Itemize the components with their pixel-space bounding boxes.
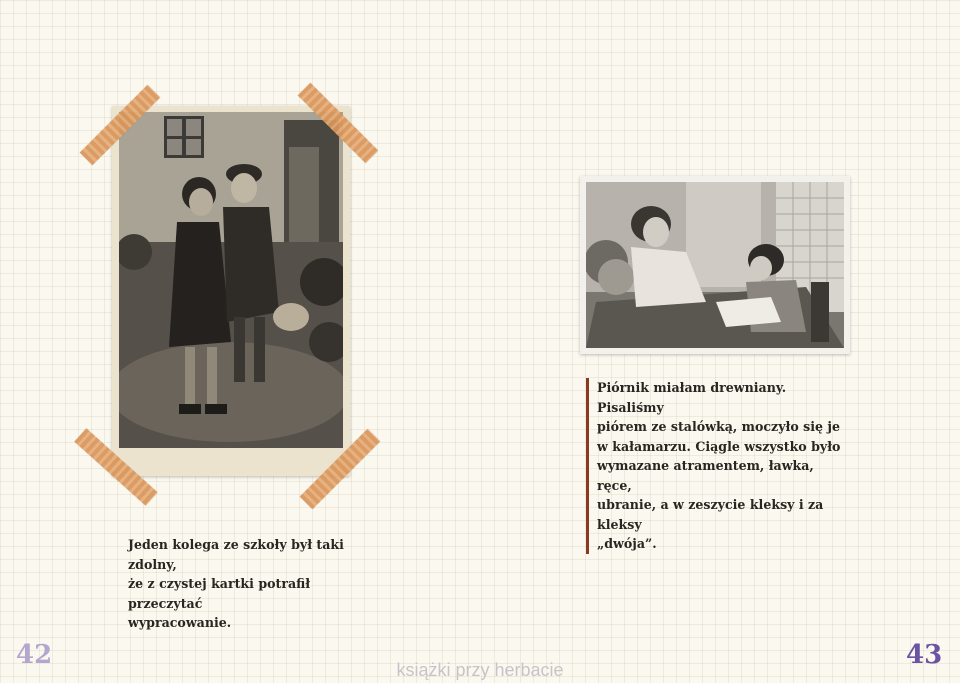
left-caption: [128, 535, 388, 633]
right-caption-line: w kałamarzu. Ciągle wszystko było: [597, 438, 841, 454]
right-caption-line: „dwója”.: [597, 536, 657, 551]
photo-woman-and-girl-writing: [586, 182, 844, 352]
right-photo-frame: [580, 176, 850, 354]
right-caption-line: wymazane atramentem, ławka, ręce,: [597, 458, 814, 493]
photo-two-boys: [119, 112, 343, 452]
right-caption-line: Piórnik miałam drewniany. Pisaliśmy: [597, 380, 787, 415]
right-caption-line: ubranie, a w zeszycie kleksy i za kleksy: [597, 497, 824, 532]
left-caption-line: Jeden kolega ze szkoły był taki zdolny,: [128, 537, 344, 572]
right-caption: [586, 378, 847, 554]
watermark: książki przy herbacie: [396, 660, 564, 680]
page-number-left: 42: [16, 640, 53, 670]
right-caption-line: piórem ze stalówką, moczyło się je: [597, 419, 840, 434]
page-number-right: 43: [906, 640, 943, 670]
left-photo-frame: [112, 106, 350, 476]
left-caption-line: wypracowanie.: [128, 615, 232, 630]
left-caption-line: że z czystej kartki potrafił przeczytać: [128, 576, 311, 611]
